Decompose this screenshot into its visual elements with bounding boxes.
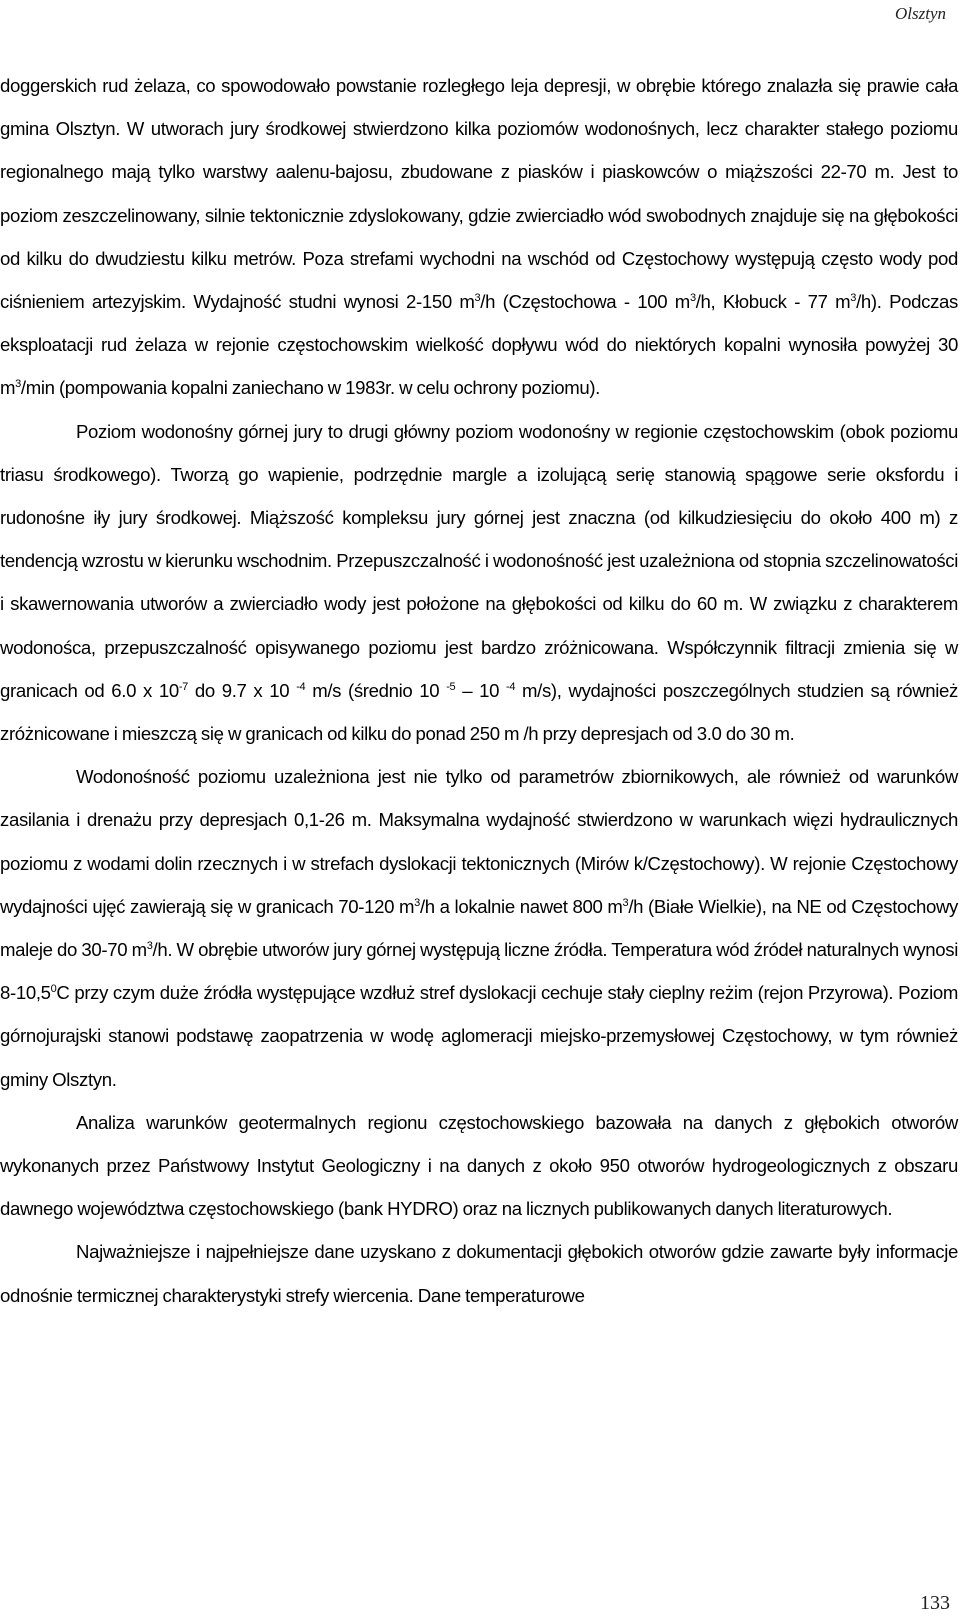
superscript: -5 [446,680,456,693]
text-run: /h a lokalnie nawet 800 m [419,895,623,917]
text-run: /h, Kłobuck - 77 m [695,291,851,313]
text-run: Poziom wodonośny górnej jury to drugi główny poziom wodonośny w regionie częstochowskim (obok poziomu triasu środkowego). Tworzą go wapienie, podrzędnie margle a izolującą serię stanowią spągowe serie oksfordu i rudonośne iły jury środkowej. Miąższość kompleksu jury górnej jest znaczna (od kilkudziesięciu do około 400 m) z tendencją wzrostu w kierunku wschodnim. Przepuszczalność i wodonośność jest uzależniona od stopnia szczelinowatości i skawernowania utworów a zwierciadło wody jest położone na głębokości od kilku do 60 m. W związku z charakterem wodonośca, przepuszczalność opisywanego poziomu jest bardzo zróżnicowana. Współczynnik filtracji zmienia się w granicach od 6.0 x 10 [0,420,958,701]
superscript: -4 [506,680,516,693]
paragraph-2 [0,410,958,756]
text-run: m/s), wydajności poszczególnych studzien są również zróżnicowane i mieszczą się w granicach od kilku do ponad 250 m /h przy depresjach od 3.0 do 30 m. [0,679,958,745]
text-run: m/s (średnio 10 [305,679,447,701]
paragraph-4 [0,1101,958,1231]
superscript: 3 [474,291,481,304]
text-run: C przy czym duże źródła występujące wzdłuż stref dyslokacji cechuje stały cieplny reżim (rejon Przyrowa). Poziom górnojurajski stanowi podstawę zaopatrzenia w wodę aglomeracji miejsko-przemysłowej Częstochowy, w tym również gminy Olsztyn. [0,982,958,1090]
paragraph-3 [0,755,958,1101]
text-run: Analiza warunków geotermalnych regionu częstochowskiego bazowała na danych z głębokich otworów wykonanych przez Państwowy Instytut Geologiczny i na danych z około 950 otworów hydrogeologicznych z obszaru dawnego województwa częstochowskiego (bank HYDRO) oraz na licznych publikowanych danych literaturowych. [0,1111,958,1220]
text-run: Najważniejsze i najpełniejsze dane uzyskano z dokumentacji głębokich otworów gdzie zawarte były informacje odnośnie termicznej charakterystyki strefy wiercenia. Dane temperaturowe [0,1241,958,1306]
superscript: 0 [50,983,57,996]
text-run: – 10 [455,679,507,701]
superscript: 3 [689,291,696,304]
paragraph-1 [0,64,958,410]
superscript: 3 [850,291,857,304]
text-run: Wodonośność poziomu uzależniona jest nie tylko od parametrów zbiornikowych, ale również od warunków zasilania i drenażu przy depresjach 0,1-26 m. Maksymalna wydajność stwierdzono w warunkach więzi hydraulicznych poziomu z wodami dolin rzecznych i w strefach dyslokacji tektonicznych (Mirów k/Częstochowy). W rejonie Częstochowy wydajności ujęć zawierają się w granicach 70-120 m [0,766,958,917]
text-run: do 9.7 x 10 [187,679,297,701]
superscript: 3 [414,896,420,909]
text-run: /h. W obrębie utworów jury górnej występują liczne źródła. Temperatura wód źródeł naturalnych wynosi 8-10,5 [0,939,958,1004]
superscript: -7 [178,680,188,693]
text-run: /h (Białe Wielkie), na NE od Częstochowy maleje do 30-70 m [0,895,958,961]
header-title: Olsztyn [895,4,946,23]
text-run: /min (pompowania kopalni zaniechano w 1983r. w celu ochrony poziomu). [20,377,601,399]
document-body [0,64,958,1317]
page-number: 133 [920,1592,950,1614]
paragraph-5 [0,1230,958,1316]
superscript: 3 [15,378,21,391]
text-run: /h). Podczas eksploatacji rud żelaza w rejonie częstochowskim wielkość dopływu wód do niektórych kopalni wynosiła powyżej 30 m [0,291,958,399]
superscript: 3 [622,896,629,909]
text-run: /h (Częstochowa - 100 m [480,291,690,313]
superscript: 3 [146,939,153,952]
superscript: -4 [296,680,306,693]
text-run: doggerskich rud żelaza, co spowodowało powstanie rozległego leja depresji, w obrębie którego znalazła się prawie cała gmina Olsztyn. W utworach jury środkowej stwierdzono kilka poziomów wodonośnych, lecz charakter stałego poziomu regionalnego mają tylko warstwy aalenu-bajosu, zbudowane z piasków i piaskowców o miąższości 22-70 m. Jest to poziom zeszczelinowany, silnie tektonicznie zdyslokowany, gdzie zwierciadło wód swobodnych znajduje się na głębokości od kilku do dwudziestu kilku metrów. Poza strefami wychodni na wschód od Częstochowy występują często wody pod ciśnieniem artezyjskim. Wydajność studni wynosi 2-150 m [0,75,958,313]
